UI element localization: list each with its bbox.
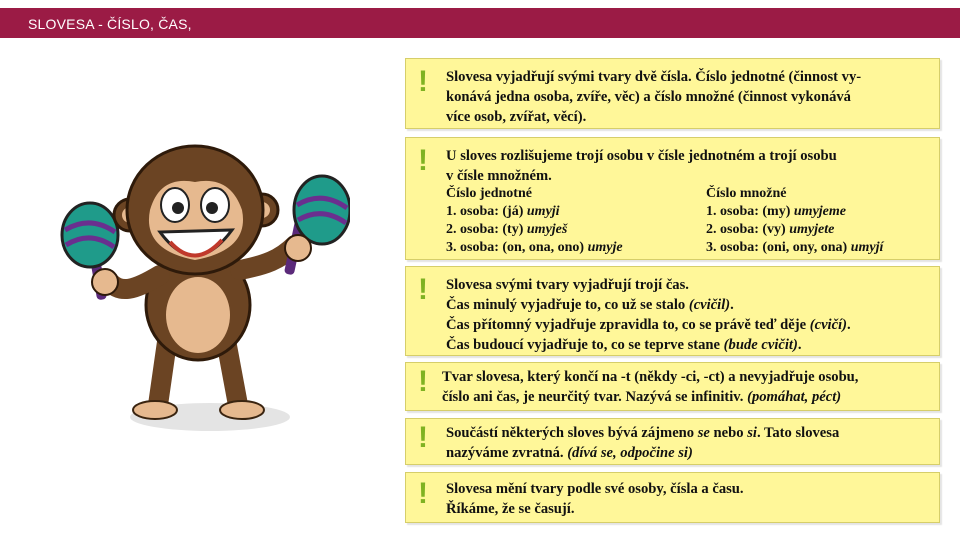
person-row: 1. osoba: (já) umyji (446, 204, 560, 219)
person-row: 3. osoba: (oni, ony, ona) umyjí (706, 240, 884, 255)
info-box-numbers (405, 58, 940, 129)
page-title: SLOVESA - ČÍSLO, ČAS, (28, 16, 192, 32)
monkey-with-maracas-icon (50, 120, 350, 440)
box-text-line: Součástí některých sloves bývá zájmeno se nebo si. Tato slovesa (446, 425, 840, 441)
title-bar (0, 8, 960, 38)
exclamation-icon: ! (418, 421, 428, 454)
info-box-persons (405, 137, 940, 260)
person-row: 1. osoba: (my) umyjeme (706, 204, 846, 219)
box-text-line: více osob, zvířat, věcí). (446, 109, 587, 125)
box-text-line: Čas budoucí vyjadřuje to, co se teprve stane (bude cvičit). (446, 337, 802, 353)
plural-column (706, 185, 956, 257)
box-text-line: Čas přítomný vyjadřuje zpravidla to, co se právě teď děje (cvičí). (446, 317, 851, 333)
info-box-infinitive (405, 362, 940, 411)
box-text-line: Tvar slovesa, který končí na -t (někdy -ci, -ct) a nevyjadřuje osobu, (442, 369, 859, 385)
exclamation-icon: ! (418, 65, 428, 98)
box-text-line: číslo ani čas, je neurčitý tvar. Nazývá se infinitiv. (pomáhat, péct) (442, 389, 842, 405)
box-text-line: v čísle množném. (446, 168, 552, 184)
singular-column (446, 185, 696, 257)
box-text-line: Slovesa svými tvary vyjadřují trojí čas. (446, 277, 689, 293)
box-text-line: nazýváme zvratná. (dívá se, odpočine si) (446, 445, 693, 461)
box-text-line: konává jedna osoba, zvíře, věc) a číslo množné (činnost vykonává (446, 89, 851, 105)
exclamation-icon: ! (418, 144, 428, 177)
column-heading: Číslo jednotné (446, 186, 532, 201)
exclamation-icon: ! (418, 477, 428, 510)
info-box-reflexive (405, 418, 940, 465)
person-row: 2. osoba: (ty) umyješ (446, 222, 568, 237)
box-text-line: Slovesa mění tvary podle své osoby, čísla a času. (446, 481, 744, 497)
box-text-line: Čas minulý vyjadřuje to, co už se stalo (cvičil). (446, 297, 734, 313)
info-box-conjugation (405, 472, 940, 523)
exclamation-icon: ! (418, 365, 428, 398)
person-row: 2. osoba: (vy) umyjete (706, 222, 835, 237)
box-text-line: Říkáme, že se časují. (446, 501, 575, 517)
box-text-line: U sloves rozlišujeme trojí osobu v čísle jednotném a trojí osobu (446, 148, 837, 164)
box-text-line: Slovesa vyjadřují svými tvary dvě čísla. Číslo jednotné (činnost vy- (446, 69, 862, 85)
info-box-tenses (405, 266, 940, 356)
exclamation-icon: ! (418, 273, 428, 306)
column-heading: Číslo množné (706, 186, 787, 201)
person-row: 3. osoba: (on, ona, ono) umyje (446, 240, 623, 255)
